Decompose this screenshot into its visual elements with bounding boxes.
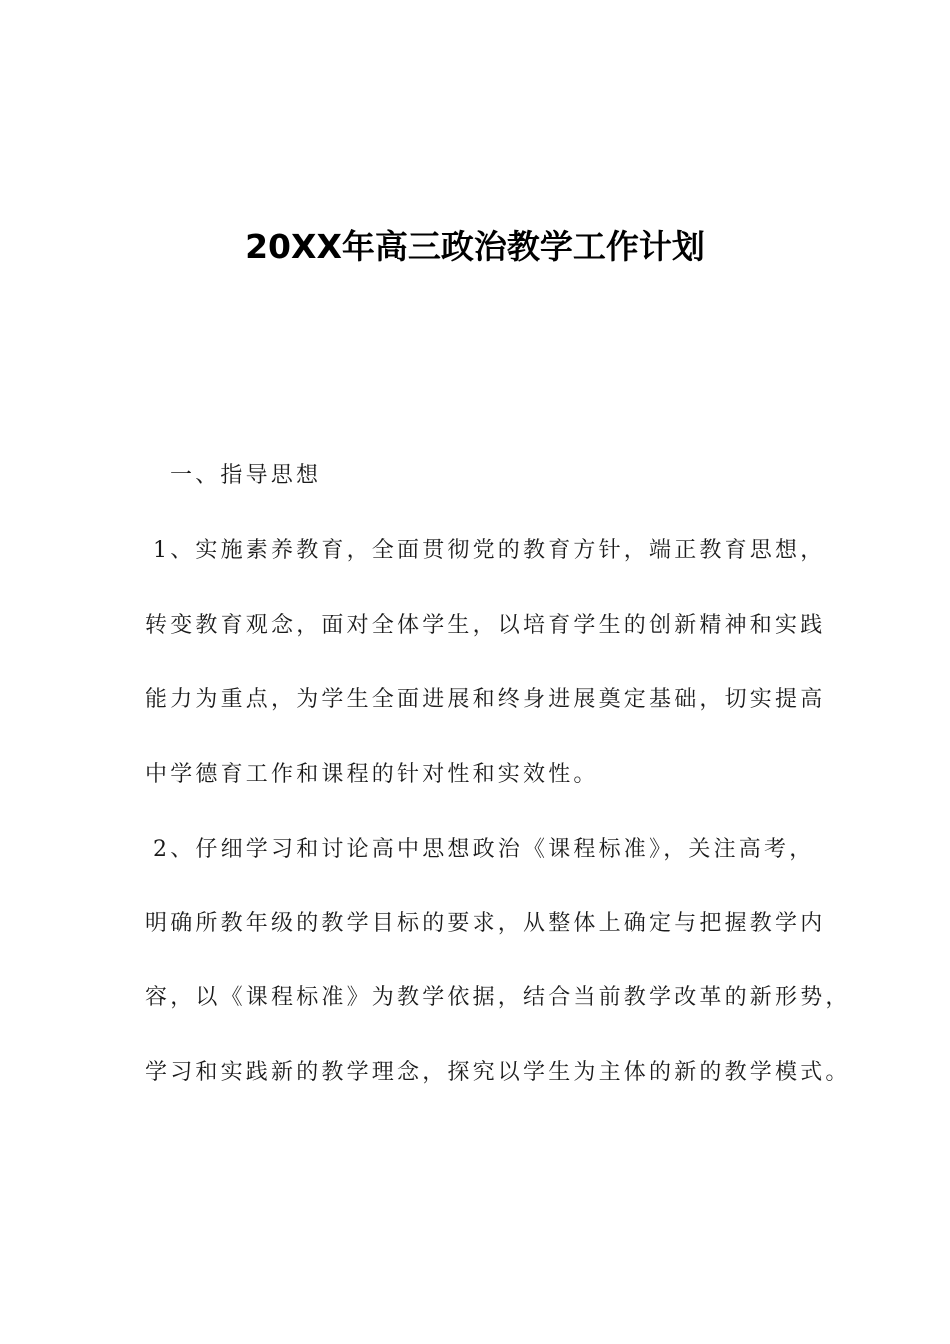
paragraph-line: 容，以《课程标准》为教学依据，结合当前教学改革的新形势，	[145, 985, 851, 1010]
paragraph-line: 学习和实践新的教学理念，探究以学生为主体的新的教学模式。	[145, 1060, 851, 1085]
paragraph-line: 1、实施素养教育，全面贯彻党的教育方针，端正教育思想，	[153, 538, 826, 563]
document-title: 20XX年高三政治教学工作计划	[245, 227, 705, 266]
paragraph-line: 能力为重点，为学生全面进展和终身进展奠定基础，切实提高	[145, 687, 826, 712]
paragraph-line: 明确所教年级的教学目标的要求，从整体上确定与把握教学内	[145, 911, 826, 936]
paragraph-line: 转变教育观念，面对全体学生，以培育学生的创新精神和实践	[145, 613, 826, 638]
paragraph-line: 中学德育工作和课程的针对性和实效性。	[145, 762, 599, 787]
paragraph-line: 2、仔细学习和讨论高中思想政治《课程标准》，关注高考，	[153, 837, 815, 862]
section-heading: 一、指导思想	[170, 463, 322, 488]
